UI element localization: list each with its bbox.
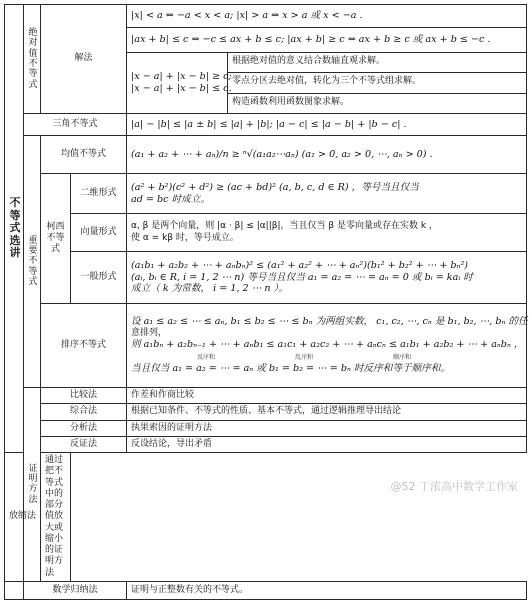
proof-desc-2: 根据已知条件、不等式的性质、基本不等式，通过逻辑推理导出结论 (127, 404, 527, 420)
abs-row-1 (5, 5, 527, 28)
abs-method-3: 构造函数利用函数图象求解。 (232, 96, 350, 107)
cauchy-general-line-3: 成立（ k 为常数， i = 1, 2 ⋯ n ）。 (131, 283, 288, 295)
proof-row-1 (5, 388, 527, 404)
abs-rule-1: |x| < a ⇔ −a < x < a; |x| > a ⇔ x > a 或 x < −a . (127, 5, 527, 28)
rearrangement-line-3: 则 a₁bₙ + a₂bₙ₋₁ + ⋯ + aₙb₁ ≤ a₁c₁ + a₂c₂ + ⋯ + aₙcₙ ≤ a₁b₁ + a₂b₂ + ⋯ + aₙbₙ ， (131, 339, 524, 351)
cauchy-2d-line-2: ad = bc 时成立。 (131, 193, 210, 205)
proof-desc-1: 作差和作商比较 (127, 388, 527, 404)
cauchy-vector-row (5, 214, 527, 252)
cauchy-2d-row (5, 174, 527, 214)
proof-name-1: 比较法 (41, 388, 127, 404)
rearrangement-tags (131, 351, 522, 363)
mean-label: 均值不等式 (41, 136, 127, 174)
rearrangement-line-1: 设 a₁ ≤ a₂ ≤ ⋯ ≤ aₙ, b₁ ≤ b₂ ≤ ⋯ ≤ bₙ 为两组实数， c₁, c₂, ⋯, cₙ 是 b₁, b₂, ⋯, bₙ 的任 (131, 315, 528, 327)
rearr-tag-random: 乱序和 (295, 354, 314, 362)
proof-row-5 (5, 453, 527, 582)
proof-name-5: 放缩法 (5, 453, 41, 582)
induction-label: 数学归纳法 (24, 581, 127, 599)
rearrangement-content (127, 304, 527, 388)
rearrangement-row (5, 304, 527, 388)
abs-method-1: 根据绝对值的意义结合数轴直观求解。 (228, 53, 526, 73)
cauchy-2d-label: 二维形式 (71, 174, 127, 214)
proof-label-cell: 证明方法 (24, 388, 41, 582)
cauchy-2d-content (127, 174, 527, 214)
watermark: @52 丁浓高中数学工作室 (390, 480, 518, 493)
induction-spacer (5, 581, 24, 599)
cauchy-general-row (5, 252, 527, 304)
cauchy-vector-line-2: 使 α = kβ 时，等号成立。 (131, 232, 239, 243)
main-title: 不等式选讲 (5, 5, 24, 453)
proof-name-3: 分析法 (41, 420, 127, 436)
cauchy-general-label: 一般形式 (71, 252, 127, 304)
rearrangement-label: 排序不等式 (41, 304, 127, 388)
proof-name-4: 反证法 (41, 436, 127, 452)
proof-name-2: 综合法 (41, 404, 127, 420)
abs-label-cell: 绝对值不等式 (24, 5, 41, 114)
mean-inequality: (a₁ + a₂ + ⋯ + aₙ)/n ≥ ⁿ√(a₁a₂⋯aₙ) (a₁ > 0, a₂ > 0, ⋯, aₙ > 0) . (127, 136, 527, 174)
cauchy-vector-line-1: α, β 是两个向量，则 |α · β| ≤ |α||β|，当且仅当 β 是零向量或存在实数 k ， (131, 221, 438, 232)
rearr-tag-reverse: 反序和 (197, 354, 216, 362)
induction-desc: 证明与正整数有关的不等式。 (127, 581, 527, 599)
cauchy-general-line-1: (a₁b₁ + a₂b₂ + ⋯ + aₙbₙ)² ≤ (a₁² + a₂² + ⋯ + aₙ²)(b₁² + b₂² + ⋯ + bₙ²) (131, 259, 469, 271)
mean-row (5, 136, 527, 174)
cauchy-vector-content (127, 214, 527, 252)
cauchy-general-content (127, 252, 527, 304)
proof-desc-4: 反设结论，导出矛盾 (127, 436, 527, 452)
triangle-row (5, 114, 527, 136)
abs-rule-3b: |x − a| + |x − b| ≤ c. (131, 83, 232, 94)
abs-rule-3a: |x − a| + |x − b| ≥ c; (131, 71, 232, 83)
proof-row-2 (5, 404, 527, 420)
rearrangement-line-2: 意排列， (131, 327, 168, 338)
abs-method-2: 零点分区去绝对值，转化为三个不等式组求解。 (228, 73, 526, 93)
induction-row (5, 581, 527, 599)
triangle-inequality: |a| − |b| ≤ |a ± b| ≤ |a| + |b|; |a − c| ≤ |a − b| + |b − c| . (127, 114, 527, 136)
rearr-tag-order: 顺序和 (393, 354, 412, 362)
proof-row-4 (5, 436, 527, 452)
proof-desc-3: 执果索因的证明方法 (127, 420, 527, 436)
cauchy-label: 柯西不等式 (41, 174, 71, 304)
proof-row-3 (5, 420, 527, 436)
proof-desc-5: 通过把不等式中的部分值放大或缩小的证明方法 (41, 453, 71, 582)
abs-rule-2: |ax + b| ≤ c ⇔ −c ≤ ax + b ≤ c; |ax + b| ≥ c ⇔ ax + b ≥ c 或 ax + b ≤ −c . (127, 28, 527, 53)
important-label-cell: 重要不等式 (24, 136, 41, 388)
abs-rule-3 (127, 53, 527, 114)
cauchy-vector-label: 向量形式 (71, 214, 127, 252)
triangle-label: 三角不等式 (24, 114, 127, 136)
cauchy-2d-line-1: (a² + b²)(c² + d²) ≥ (ac + bd)² (a, b, c, d ∈ R) ，等号当且仅当 (131, 181, 419, 193)
abs-method-label: 解法 (41, 5, 127, 114)
summary-table (4, 4, 527, 600)
rearrangement-line-4: 当且仅当 a₁ = a₂ = ⋯ = aₙ 或 b₁ = b₂ = ⋯ = bₙ 时反序和等于顺序和。 (131, 363, 450, 375)
cauchy-general-line-2: (aᵢ, bᵢ ∈ R, i = 1, 2 ⋯ n) 等号当且仅当 a₁ = a₂ = ⋯ = aₙ = 0 或 bᵢ = kaᵢ 时 (131, 271, 473, 283)
